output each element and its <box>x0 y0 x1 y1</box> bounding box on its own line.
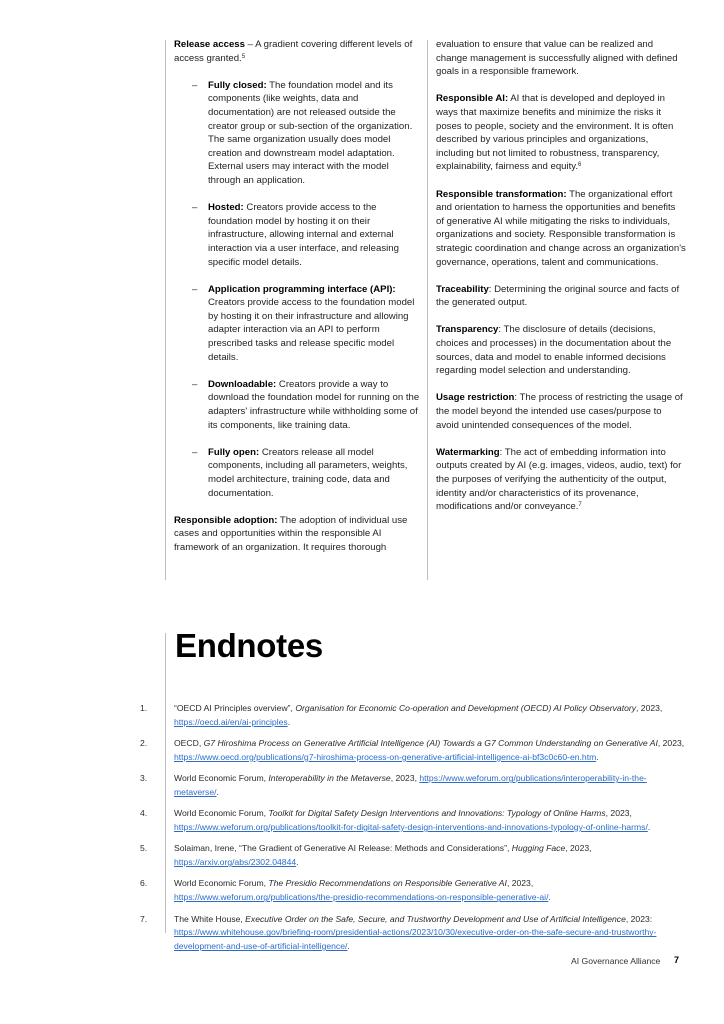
glossary-left-column <box>174 38 420 568</box>
glossary-entry-responsible-ai: Responsible AI: AI that is developed and deployed in ways that maximize benefits and minimize the risks it poses to people, society and the environment. It is often described by various principles and organizations, including but not limited to robustness, transparency, explainability, fairness and equity.$^6$ <box>436 93 674 173</box>
release-access-item-downloadable: – Downloadable: Creators provide a way to download the foundation model for running on the adapters' infrastructure while withholding some of its components, like training data. <box>192 378 420 431</box>
endnote-6-link[interactable]: https://www.weforum.org/publications/the-presidio-recommendations-on-responsible-generative-ai/ <box>174 892 549 903</box>
glossary-continuation: evaluation to ensure that value can be realized and change management is successfully aligned with defined goals in a responsible framework. <box>436 39 678 78</box>
endnote-4: 4. World Economic Forum, Toolkit for Digital Safety Design Interventions and Innovations: Typology of Online Harms, 2023, https://www.weforum.org/publications/toolkit-for-digital-safety-design-interventions-and-innovations-typology-of-online-harms/. <box>140 808 651 833</box>
glossary-entry-release-access: Release access – A gradient covering different levels of access granted.$^5$ <box>174 39 413 64</box>
endnotes-list <box>140 702 685 961</box>
endnote-7: 7. The White House, Executive Order on the Safe, Secure, and Trustworthy Development and Use of Artificial Intelligence, 2023: https://www.whitehouse.gov/briefing-room/presidential-actions/2023/10/30/executive-order-on-the-safe-secure-and-trustworthy-development-and-use-of-artificial-intelligence/. <box>140 913 657 952</box>
endnotes-heading: Endnotes <box>175 627 323 664</box>
glossary-right-column <box>436 38 686 527</box>
dash-bullet: – <box>192 202 198 214</box>
dash-bullet: – <box>192 283 198 295</box>
glossary-entry-responsible-adoption: Responsible adoption: The adoption of individual use cases and opportunities within the responsible AI framework of an organization. It requires thorough <box>174 514 408 553</box>
endnote-5-link[interactable]: https://arxiv.org/abs/2302.04844 <box>174 857 297 868</box>
release-access-item-hosted: – Hosted: Creators provide access to the foundation model by hosting it on their infrastructure, allowing internal and external interaction via a user interface, and releasing specific model details. <box>192 202 399 268</box>
endnote-7-link[interactable]: https://www.whitehouse.gov/briefing-room/presidential-actions/2023/10/30/executive-order-on-the-safe-secure-and-trustworthy-development-and-use-of-artificial-intelligence/ <box>174 927 657 952</box>
page-number: 7 <box>674 955 680 965</box>
dash-bullet: – <box>192 378 198 390</box>
endnote-1: 1. “OECD AI Principles overview”, Organisation for Economic Co-operation and Development (OECD) AI Policy Observatory, 2023, https://oecd.ai/en/ai-principles. <box>140 703 663 727</box>
release-access-item-api: – Application programming interface (API): Creators provide access to the foundation model by hosting it on their infrastructure and allowing adapter interaction via an API to perform prescribed tasks and release specific model details. <box>192 283 415 363</box>
release-access-item-fully-closed: – Fully closed: The foundation model and its components (like weights, data and documentation) are not released outside the creator group or sub-section of the organization. The same organization usually does model creation and downstream model adaptation. External users may interact with the model through an application. <box>192 79 413 186</box>
column-divider-left <box>165 40 166 580</box>
glossary-entry-responsible-transformation: Responsible transformation: The organizational effort and orientation to harness the opportunities and benefits of generative AI while mitigating the risks to individuals, organizations and society. Responsible transformation is strategic coordination and change across an organization's governance, operations, talent and communications. <box>436 188 686 268</box>
endnote-2-link[interactable]: https://www.oecd.org/publications/g7-hiroshima-process-on-generative-artificial-intelligence-ai-bf3c0c60-en.htm <box>174 751 597 762</box>
endnote-3-link[interactable]: https://www.weforum.org/publications/interoperability-in-the-metaverse/ <box>174 773 647 797</box>
glossary-entry-watermarking: Watermarking: The act of embedding information into outputs created by AI (e.g. images, videos, audio, text) for the purposes of verifying the authenticity of the output, identity and/or characteristics of its provenance, modifications and/or conveyance.$^7$ <box>436 446 682 513</box>
endnote-4-link[interactable]: https://www.weforum.org/publications/toolkit-for-digital-safety-design-interventions-and-innovations-typology-of-online-harms/ <box>174 822 648 833</box>
footer-publication-name: AI Governance Alliance <box>571 956 661 966</box>
release-access-item-fully-open: – Fully open: Creators release all model components, including all parameters, weights, model architecture, training code, data and documentation. <box>192 446 408 499</box>
dash-bullet: – <box>192 79 198 91</box>
column-divider-right <box>427 40 428 580</box>
glossary-entry-transparency: Transparency: The disclosure of details (decisions, choices and processes) in the documentation about the sources, data and model to enable informed decisions regarding model selection and understanding. <box>436 324 672 377</box>
endnote-5: 5. Solaiman, Irene, “The Gradient of Generative AI Release: Methods and Considerations”, Hugging Face, 2023, https://arxiv.org/abs/2302.04844. <box>140 843 592 868</box>
release-access-list <box>174 79 420 500</box>
endnote-2: 2. OECD, G7 Hiroshima Process on Generative Artificial Intelligence (AI) Towards a G7 Common Understanding on Generative AI, 2023, https://www.oecd.org/publications/g7-hiroshima-process-on-generative-artificial-intelligence-ai-bf3c0c60-en.htm. <box>140 738 685 762</box>
glossary-entry-usage-restriction: Usage restriction: The process of restricting the usage of the model beyond the intended use cases/purpose to avoid unintended consequences of the model. <box>436 392 683 431</box>
glossary-entry-traceability: Traceability: Determining the original source and facts of the generated output. <box>436 283 680 309</box>
dash-bullet: – <box>192 446 198 458</box>
endnote-3: 3. World Economic Forum, Interoperability in the Metaverse, 2023, https://www.weforum.org/publications/interoperability-in-the-metaverse/. <box>140 773 647 797</box>
endnote-1-link[interactable]: https://oecd.ai/en/ai-principles <box>174 716 288 727</box>
endnote-6: 6. World Economic Forum, The Presidio Recommendations on Responsible Generative AI, 2023, https://www.weforum.org/publications/the-presidio-recommendations-on-responsible-generative-ai/. <box>140 878 551 903</box>
